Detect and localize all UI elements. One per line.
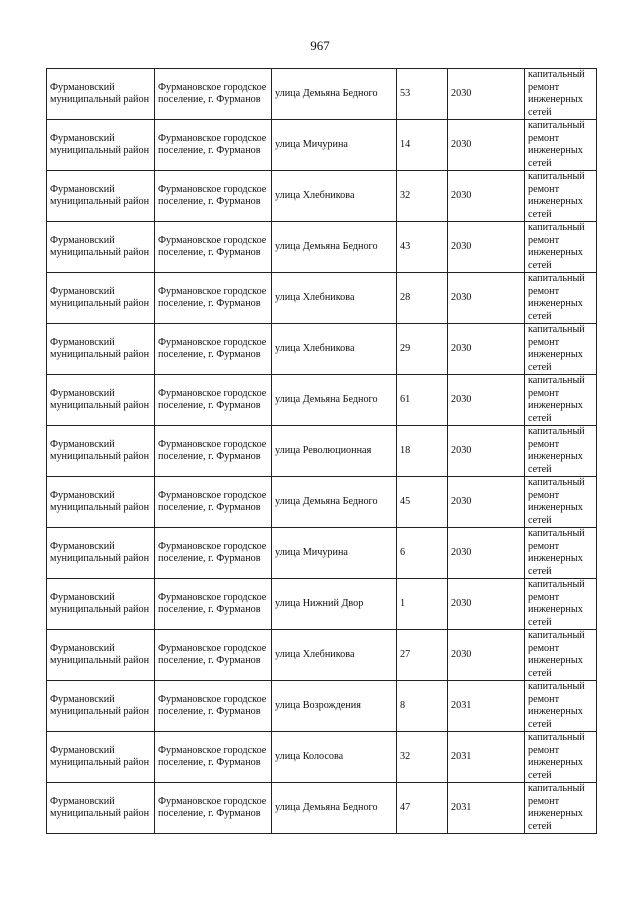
- district-cell: Фурмановский муниципальный район: [47, 477, 155, 528]
- table-row: [47, 426, 597, 477]
- work-type-cell: капитальный ремонт инженерных сетей: [525, 273, 597, 324]
- table-row: [47, 273, 597, 324]
- work-type-cell: капитальный ремонт инженерных сетей: [525, 579, 597, 630]
- street-cell: улица Демьяна Бедного: [272, 783, 397, 834]
- year-cell: 2031: [448, 783, 525, 834]
- settlement-cell: Фурмановское городское поселение, г. Фурманов: [155, 630, 272, 681]
- table-row: [47, 630, 597, 681]
- work-type-cell: капитальный ремонт инженерных сетей: [525, 171, 597, 222]
- settlement-cell: Фурмановское городское поселение, г. Фурманов: [155, 375, 272, 426]
- year-cell: 2030: [448, 222, 525, 273]
- year-cell: 2030: [448, 375, 525, 426]
- settlement-cell: Фурмановское городское поселение, г. Фурманов: [155, 324, 272, 375]
- year-cell: 2030: [448, 579, 525, 630]
- street-cell: улица Колосова: [272, 732, 397, 783]
- settlement-cell: Фурмановское городское поселение, г. Фурманов: [155, 783, 272, 834]
- table-row: [47, 579, 597, 630]
- year-cell: 2030: [448, 120, 525, 171]
- district-cell: Фурмановский муниципальный район: [47, 69, 155, 120]
- year-cell: 2030: [448, 528, 525, 579]
- work-type-cell: капитальный ремонт инженерных сетей: [525, 783, 597, 834]
- table-row: [47, 222, 597, 273]
- housing-repair-table: [46, 68, 597, 834]
- year-cell: 2030: [448, 171, 525, 222]
- house-number-cell: 27: [397, 630, 448, 681]
- district-cell: Фурмановский муниципальный район: [47, 681, 155, 732]
- settlement-cell: Фурмановское городское поселение, г. Фурманов: [155, 528, 272, 579]
- table-row: [47, 324, 597, 375]
- table-row: [47, 375, 597, 426]
- house-number-cell: 45: [397, 477, 448, 528]
- district-cell: Фурмановский муниципальный район: [47, 630, 155, 681]
- settlement-cell: Фурмановское городское поселение, г. Фурманов: [155, 477, 272, 528]
- house-number-cell: 32: [397, 171, 448, 222]
- district-cell: Фурмановский муниципальный район: [47, 579, 155, 630]
- district-cell: Фурмановский муниципальный район: [47, 273, 155, 324]
- work-type-cell: капитальный ремонт инженерных сетей: [525, 69, 597, 120]
- street-cell: улица Хлебникова: [272, 273, 397, 324]
- district-cell: Фурмановский муниципальный район: [47, 528, 155, 579]
- district-cell: Фурмановский муниципальный район: [47, 324, 155, 375]
- district-cell: Фурмановский муниципальный район: [47, 120, 155, 171]
- table-row: [47, 171, 597, 222]
- street-cell: улица Мичурина: [272, 528, 397, 579]
- street-cell: улица Хлебникова: [272, 171, 397, 222]
- street-cell: улица Революционная: [272, 426, 397, 477]
- work-type-cell: капитальный ремонт инженерных сетей: [525, 375, 597, 426]
- street-cell: улица Мичурина: [272, 120, 397, 171]
- settlement-cell: Фурмановское городское поселение, г. Фурманов: [155, 69, 272, 120]
- house-number-cell: 32: [397, 732, 448, 783]
- year-cell: 2030: [448, 630, 525, 681]
- year-cell: 2031: [448, 732, 525, 783]
- house-number-cell: 53: [397, 69, 448, 120]
- street-cell: улица Демьяна Бедного: [272, 222, 397, 273]
- district-cell: Фурмановский муниципальный район: [47, 375, 155, 426]
- table-row: [47, 783, 597, 834]
- house-number-cell: 18: [397, 426, 448, 477]
- table-row: [47, 732, 597, 783]
- work-type-cell: капитальный ремонт инженерных сетей: [525, 120, 597, 171]
- street-cell: улица Демьяна Бедного: [272, 69, 397, 120]
- work-type-cell: капитальный ремонт инженерных сетей: [525, 477, 597, 528]
- table-row: [47, 528, 597, 579]
- table-row: [47, 69, 597, 120]
- district-cell: Фурмановский муниципальный район: [47, 732, 155, 783]
- house-number-cell: 6: [397, 528, 448, 579]
- settlement-cell: Фурмановское городское поселение, г. Фурманов: [155, 273, 272, 324]
- settlement-cell: Фурмановское городское поселение, г. Фурманов: [155, 426, 272, 477]
- settlement-cell: Фурмановское городское поселение, г. Фурманов: [155, 171, 272, 222]
- house-number-cell: 1: [397, 579, 448, 630]
- settlement-cell: Фурмановское городское поселение, г. Фурманов: [155, 732, 272, 783]
- house-number-cell: 61: [397, 375, 448, 426]
- table-body: [47, 69, 597, 834]
- settlement-cell: Фурмановское городское поселение, г. Фурманов: [155, 579, 272, 630]
- year-cell: 2030: [448, 426, 525, 477]
- work-type-cell: капитальный ремонт инженерных сетей: [525, 732, 597, 783]
- street-cell: улица Хлебникова: [272, 630, 397, 681]
- district-cell: Фурмановский муниципальный район: [47, 783, 155, 834]
- table-row: [47, 681, 597, 732]
- year-cell: 2030: [448, 477, 525, 528]
- house-number-cell: 28: [397, 273, 448, 324]
- house-number-cell: 47: [397, 783, 448, 834]
- house-number-cell: 8: [397, 681, 448, 732]
- page-number: 967: [310, 38, 330, 53]
- year-cell: 2030: [448, 273, 525, 324]
- work-type-cell: капитальный ремонт инженерных сетей: [525, 324, 597, 375]
- house-number-cell: 29: [397, 324, 448, 375]
- district-cell: Фурмановский муниципальный район: [47, 222, 155, 273]
- year-cell: 2031: [448, 681, 525, 732]
- work-type-cell: капитальный ремонт инженерных сетей: [525, 426, 597, 477]
- district-cell: Фурмановский муниципальный район: [47, 171, 155, 222]
- street-cell: улица Демьяна Бедного: [272, 375, 397, 426]
- house-number-cell: 14: [397, 120, 448, 171]
- work-type-cell: капитальный ремонт инженерных сетей: [525, 528, 597, 579]
- street-cell: улица Демьяна Бедного: [272, 477, 397, 528]
- street-cell: улица Возрождения: [272, 681, 397, 732]
- table-row: [47, 120, 597, 171]
- work-type-cell: капитальный ремонт инженерных сетей: [525, 222, 597, 273]
- work-type-cell: капитальный ремонт инженерных сетей: [525, 681, 597, 732]
- year-cell: 2030: [448, 69, 525, 120]
- year-cell: 2030: [448, 324, 525, 375]
- house-number-cell: 43: [397, 222, 448, 273]
- settlement-cell: Фурмановское городское поселение, г. Фурманов: [155, 222, 272, 273]
- street-cell: улица Нижний Двор: [272, 579, 397, 630]
- work-type-cell: капитальный ремонт инженерных сетей: [525, 630, 597, 681]
- settlement-cell: Фурмановское городское поселение, г. Фурманов: [155, 681, 272, 732]
- table-row: [47, 477, 597, 528]
- street-cell: улица Хлебникова: [272, 324, 397, 375]
- settlement-cell: Фурмановское городское поселение, г. Фурманов: [155, 120, 272, 171]
- district-cell: Фурмановский муниципальный район: [47, 426, 155, 477]
